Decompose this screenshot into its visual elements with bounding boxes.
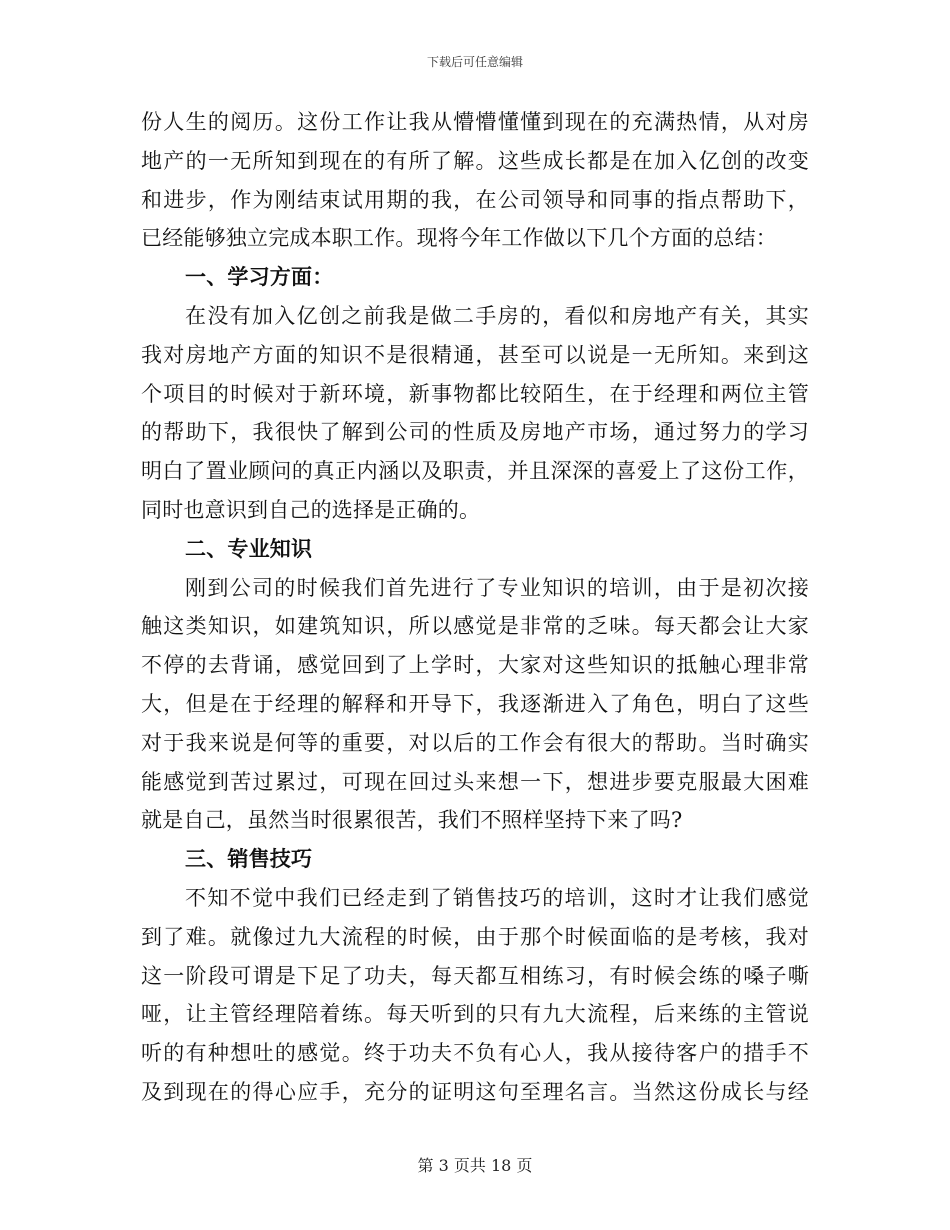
text-line: 大，但是在于经理的解释和开导下，我逐渐进入了角色，明白了这些 bbox=[141, 691, 809, 716]
text-line: 地产的一无所知到现在的有所了解。这些成长都是在加入亿创的改变 bbox=[141, 148, 809, 173]
page-header-note: 下载后可任意编辑 bbox=[426, 55, 523, 69]
text-line: 听的有种想吐的感觉。终于功夫不负有心人，我从接待客户的措手不 bbox=[141, 1041, 809, 1066]
text-line: 对于我来说是何等的重要，对以后的工作会有很大的帮助。当时确实 bbox=[141, 730, 809, 755]
section-heading: 一、学习方面： bbox=[185, 265, 334, 290]
text-line: 不停的去背诵，感觉回到了上学时，大家对这些知识的抵触心理非常 bbox=[141, 653, 809, 678]
paragraph-last-line: 就是自己，虽然当时很累很苦，我们不照样坚持下来了吗? bbox=[141, 808, 683, 833]
paragraph-first-line: 刚到公司的时候我们首先进行了专业知识的培训，由于是初次接 bbox=[185, 575, 809, 600]
text-line: 个项目的时候对于新环境，新事物都比较陌生，在于经理和两位主管 bbox=[141, 381, 809, 406]
text-line: 份人生的阅历。这份工作让我从懵懵懂懂到现在的充满热情，从对房 bbox=[141, 110, 809, 134]
text-line: 哑，让主管经理陪着练。每天听到的只有九大流程，后来练的主管说 bbox=[141, 1002, 809, 1027]
text-line: 能感觉到苦过累过，可现在回过头来想一下，想进步要克服最大困难 bbox=[141, 769, 809, 794]
text-line: 明白了置业顾问的真正内涵以及职责，并且深深的喜爱上了这份工作， bbox=[141, 459, 809, 484]
text-line: 我对房地产方面的知识不是很精通，甚至可以说是一无所知。来到这 bbox=[141, 342, 809, 367]
text-line: 触这类知识，如建筑知识，所以感觉是非常的乏味。每天都会让大家 bbox=[141, 614, 809, 639]
text-line: 这一阶段可谓是下足了功夫，每天都互相练习，有时候会练的嗓子嘶 bbox=[141, 963, 809, 988]
paragraph-first-line: 不知不觉中我们已经走到了销售技巧的培训，这时才让我们感觉 bbox=[185, 885, 809, 910]
section-heading: 二、专业知识 bbox=[185, 536, 313, 561]
paragraph-last-line: 同时也意识到自己的选择是正确的。 bbox=[141, 497, 481, 522]
text-line: 的帮助下，我很快了解到公司的性质及房地产市场，通过努力的学习 bbox=[141, 420, 809, 445]
section-heading: 三、销售技巧 bbox=[185, 847, 313, 872]
text-line: 和进步，作为刚结束试用期的我，在公司领导和同事的指点帮助下， bbox=[141, 187, 809, 212]
text-line: 及到现在的得心应手，充分的证明这句至理名言。当然这份成长与经 bbox=[141, 1079, 809, 1104]
paragraph-first-line: 在没有加入亿创之前我是做二手房的，看似和房地产有关，其实 bbox=[185, 303, 809, 328]
document-body bbox=[141, 103, 809, 1112]
text-line: 到了难。就像过九大流程的时候，由于那个时候面临的是考核，我对 bbox=[141, 924, 809, 949]
paragraph-last-line: 已经能够独立完成本职工作。现将今年工作做以下几个方面的总结： bbox=[141, 226, 777, 251]
page-number-footer: 第 3 页共 18 页 bbox=[417, 1156, 533, 1175]
